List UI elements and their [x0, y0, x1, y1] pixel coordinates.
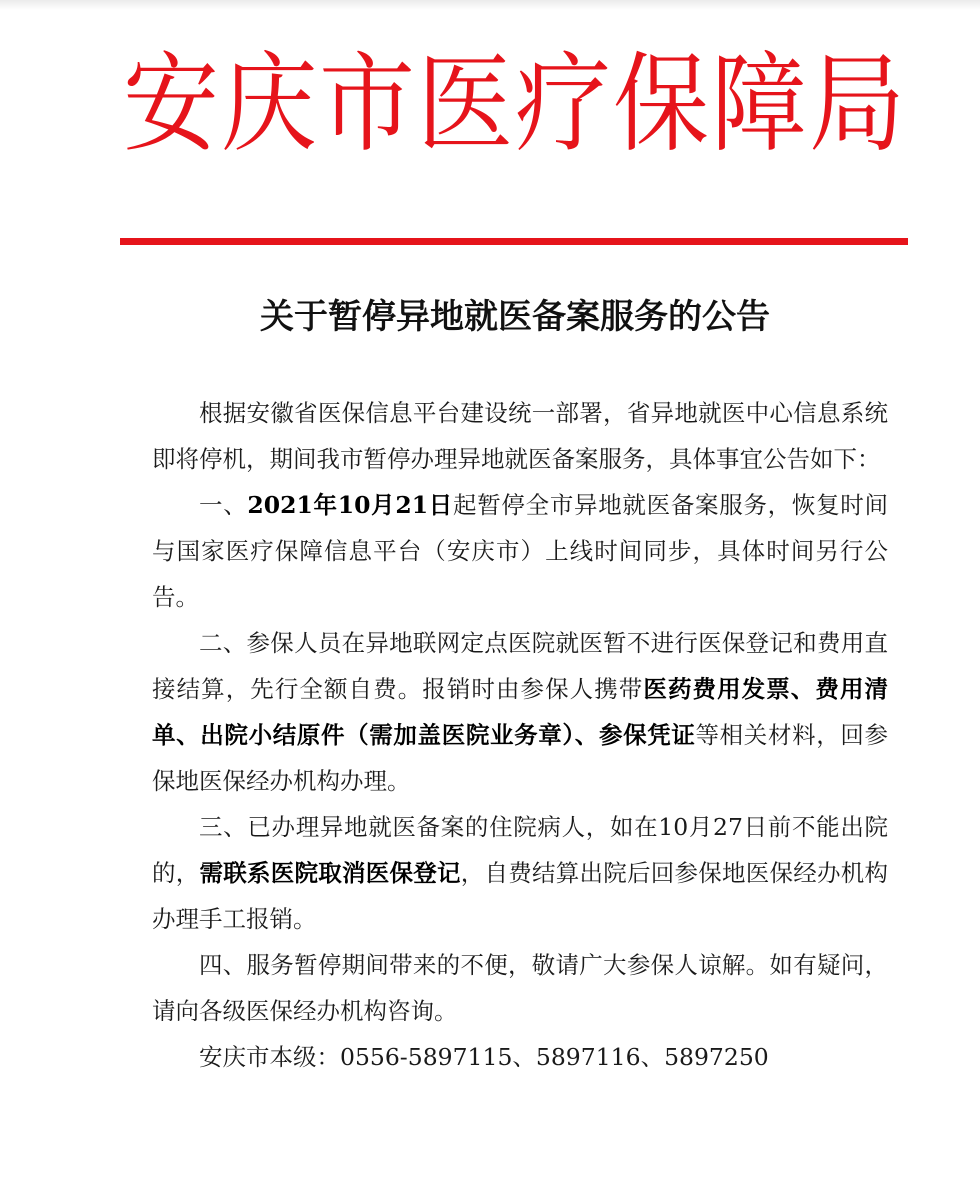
item-2-paragraph: [152, 620, 888, 804]
item-2-materials: 医药费用发票、费用清单、出院小结原件（需加盖医院业务章）、参保凭证: [152, 675, 889, 749]
item-2-prefix: 二、参保人员在异地联网定点医院就医暂不进行医保登记和费用直接结算，先行全额自费。报销时由参保人携带: [152, 629, 888, 703]
item-3-paragraph: [152, 804, 888, 942]
item-3-text: ，自费结算出院后回参保地医保经办机构办理手工报销。: [152, 859, 888, 933]
item-4-paragraph: 四、服务暂停期间带来的不便，敬请广大参保人谅解。如有疑问，请向各级医保经办机构咨询。: [152, 951, 888, 1025]
document-title: 关于暂停异地就医备案服务的公告: [260, 297, 770, 337]
page-top-shadow: [0, 0, 980, 10]
item-1-text: 起暂停全市异地就医备案服务，恢复时间与国家医疗保障信息平台（安庆市）上线时间同步，具体时间另行公告。: [152, 491, 889, 611]
intro-paragraph: 根据安徽省医保信息平台建设统一部署，省异地就医中心信息系统即将停机，期间我市暂停办理异地就医备案服务，具体事宜公告如下：: [152, 399, 888, 473]
item-1-date: 2021年10月21日: [247, 491, 453, 519]
contact-line: 安庆市本级：0556-5897115、5897116、5897250: [199, 1043, 769, 1071]
document-body: [152, 390, 888, 1080]
item-1-paragraph: [152, 482, 888, 620]
item-1-prefix: 一、: [199, 491, 248, 519]
letterhead-red-rule: [120, 238, 908, 245]
item-2-text: 等相关材料，回参保地医保经办机构办理。: [152, 721, 889, 795]
agency-letterhead: 安庆市医疗保障局: [123, 41, 907, 167]
item-3-prefix: 三、已办理异地就医备案的住院病人，如在10月27日前不能出院的，: [152, 813, 888, 887]
item-3-emphasis: 需联系医院取消医保登记: [199, 859, 461, 887]
